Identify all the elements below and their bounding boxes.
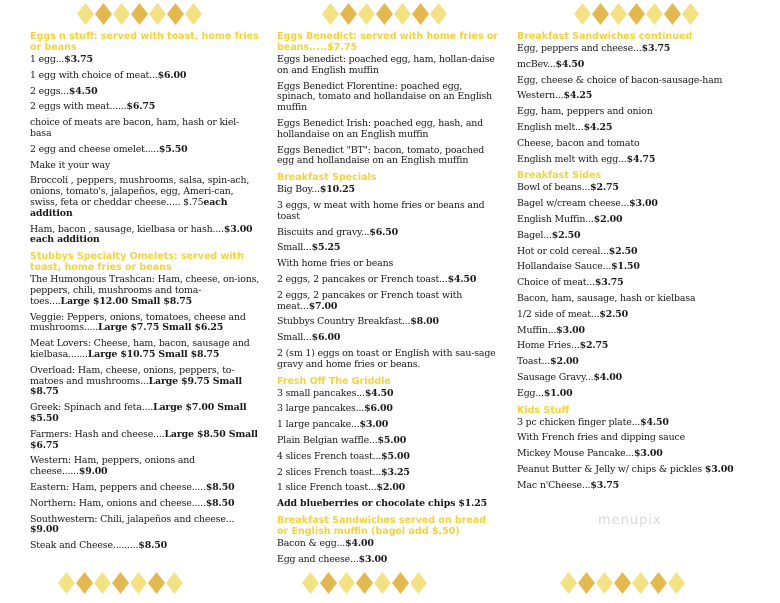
menu-item-price: $3.75 (594, 277, 624, 289)
section-heading: Breakfast Sandwiches served on bread or English muffin (bagel add $.50) (277, 514, 487, 537)
menu-item (277, 243, 499, 254)
menu-item (517, 449, 762, 460)
menu-item-text: Small... (277, 242, 312, 254)
menu-item-text: 1 egg... (30, 54, 65, 65)
menu-column-left (30, 0, 260, 603)
menu-item-text: English melt with egg... (517, 153, 627, 165)
section-heading: Eggs n stuff: served with toast, home fries or beans (30, 31, 259, 53)
menu-item-price: $8.00 (410, 316, 439, 328)
menu-item (30, 483, 260, 494)
menu-item-text: Choice of meat... (517, 277, 595, 289)
menu-item-text: Biscuits and gravy... (277, 226, 370, 238)
menu-item-text: With home fries or beans (277, 258, 394, 270)
menu-item (277, 349, 499, 371)
menu-item-price: $3.00 (556, 324, 585, 336)
menu-item (517, 60, 762, 71)
menu-item-price: $3.00 (359, 419, 389, 431)
menu-item-text: 2 egg and cheese omelet..... (30, 143, 159, 155)
section-heading: Stubbys Specialty Omelets: served with toast, home fries or beans (30, 251, 244, 274)
menu-item-price: $2.75 (590, 182, 619, 194)
menu-item (30, 275, 260, 307)
menu-item-text: 1 egg with choice of meat... (30, 69, 158, 81)
menu-item-text: Toast... (517, 356, 551, 368)
menu-item-price: $9.00 (78, 466, 108, 478)
menu-item (277, 201, 499, 223)
menu-item-price: $2.50 (608, 245, 638, 257)
menu-item (277, 333, 499, 344)
menu-item (517, 310, 762, 321)
menu-item-price: $1.50 (611, 261, 640, 273)
menu-item-text: Western: Ham, peppers, onions and cheese...... (30, 455, 196, 478)
menu-item (517, 107, 762, 118)
menu-item-text: 4 slices French toast... (277, 450, 382, 462)
menu-item (517, 44, 762, 55)
menu-item (30, 515, 260, 537)
menu-item (277, 499, 499, 510)
menu-item (517, 199, 762, 210)
menu-item (277, 404, 499, 415)
menu-item-price: $8.50 (138, 540, 167, 552)
menu-item (30, 176, 260, 219)
menu-item-text: Egg, ham, peppers and onion (517, 106, 653, 118)
menu-item-text: Eggs Benedict Irish: poached egg, hash, and hollandaise on an English muffin (277, 117, 484, 140)
menu-item (277, 275, 499, 286)
menu-item-text: Mac n'Cheese... (517, 479, 591, 491)
menu-item-price: $4.25 (563, 90, 593, 102)
menu-item-price: Large $10.75 Small $8.75 (87, 348, 220, 360)
menu-item-text: choice of meats are bacon, ham, hash or kiel-basa (30, 117, 240, 139)
menu-item-price: Large $7.00 Small $5.50 (30, 402, 247, 424)
menu-item-price: $4.50 (447, 273, 477, 285)
menu-item (30, 161, 260, 172)
menu-item-text: Plain Belgian waffle... (277, 434, 378, 446)
section-heading: Breakfast Sandwiches continued (517, 31, 693, 42)
menu-item-text: Farmers: Hash and cheese.... (30, 428, 165, 440)
menu-item (517, 155, 762, 166)
menu-item-text: mcBev... (517, 58, 556, 70)
menu-item-price: $6.50 (369, 226, 398, 238)
menu-item (30, 71, 260, 82)
menu-item-text: Egg, peppers and cheese... (517, 43, 642, 54)
menu-item-price: $2.75 (579, 340, 609, 352)
menu-item (277, 185, 499, 196)
menu-item-text: Eggs Benedict "BT": bacon, tomato, poached egg and hollandaise on an English muffin (277, 144, 485, 167)
menu-item (30, 118, 260, 140)
menu-item-price: $10.25 (319, 184, 355, 196)
menu-item-price: $4.00 (593, 371, 623, 383)
menu-item (277, 146, 499, 168)
menu-item-price: $4.50 (640, 416, 669, 428)
menu-item-text: Broccoli , peppers, mushrooms, salsa, spin-ach, onions, tomato's, jalapeños, egg, Ameri-can, swiss, feta or cheddar cheese..... $.75 (30, 175, 250, 208)
menu-item-price: $9.00 (30, 524, 59, 536)
menu-item-price: $4.25 (583, 121, 613, 133)
menu-item (30, 541, 260, 552)
menu-item-text: Bagel... (517, 229, 552, 241)
menu-item-text: Cheese, bacon and tomato (517, 137, 640, 149)
menu-item-price: $4.50 (68, 85, 98, 97)
menu-item-text: Hollandaise Sauce... (517, 261, 612, 273)
menu-item-price: $4.50 (555, 58, 585, 70)
menu-item-text: 3 eggs, w meat with home fries or beans and toast (277, 199, 485, 222)
menu-item-price: $6.75 (126, 101, 156, 113)
menu-item-text: Muffin... (517, 324, 557, 336)
menu-item-price: $4.75 (626, 153, 656, 165)
menu-item-price: Add blueberries or chocolate chips $1.25 (277, 498, 487, 510)
menu-item-price: $3.00 (704, 463, 734, 475)
menu-item (30, 456, 260, 478)
menu-item-text: Overload: Ham, cheese, onions, peppers, to-matoes and mushrooms... (30, 364, 235, 387)
menu-item-text: 3 large pancakes... (277, 403, 365, 415)
menu-item (277, 389, 499, 400)
menu-item-price: $3.75 (641, 43, 671, 54)
menu-item-text: Bagel w/cream cheese... (517, 198, 630, 210)
menu-item-text: Ham, bacon , sausage, kielbasa or hash.... (30, 223, 224, 235)
menu-item-text: Western... (517, 90, 564, 102)
menu-item (277, 119, 499, 141)
menu-item (277, 452, 499, 463)
menu-item-text: Small... (277, 332, 312, 344)
menu-item-price: $2.50 (551, 229, 581, 241)
menu-item-price: $4.50 (364, 387, 394, 399)
menu-item-text: Egg, cheese & choice of bacon-sausage-ham (517, 74, 723, 86)
menu-item (517, 215, 762, 226)
menu-item-text: Sausage Gravy... (517, 371, 594, 383)
menu-item (30, 499, 260, 510)
menu-item-text: 1 slice French toast... (277, 482, 377, 494)
menu-item (30, 225, 260, 247)
section-heading: Breakfast Specials (277, 172, 377, 184)
menu-item (277, 317, 499, 328)
menu-item-text: The Humongous Trashcan: Ham, cheese, on-ions, peppers, chili, mushrooms and toma-toes.... (30, 274, 260, 307)
menu-item-price: each addition (30, 196, 228, 219)
menu-item-price: $2.50 (599, 308, 628, 320)
menu-item-price: $3.00 each addition (30, 223, 253, 246)
menu-item (30, 339, 260, 361)
menu-item-price: $2.00 (376, 482, 406, 494)
menu-item (517, 76, 762, 87)
menu-item-text: With French fries and dipping sauce (517, 432, 685, 444)
menu-item-text: 2 eggs, 2 pancakes or French toast with meat... (277, 289, 463, 312)
menu-item-price: $5.00 (377, 434, 407, 446)
menu-item (517, 294, 762, 305)
menu-item (517, 433, 762, 444)
menu-item-price: $1.00 (543, 387, 573, 399)
menu-item (30, 430, 260, 452)
menu-item-text: Steak and Cheese......... (30, 540, 139, 552)
menu-item-text: Big Boy... (277, 184, 320, 196)
menu-item-text: 2 (sm 1) eggs on toast or English with sau-sage gravy and home fries or beans. (277, 347, 496, 370)
menu-item (517, 341, 762, 352)
menu-item (30, 313, 260, 335)
menu-item-text: Egg... (517, 387, 544, 399)
menu-item-price: $8.50 (205, 481, 235, 493)
menu-item-text: English melt... (517, 121, 584, 133)
menu-item-price: Large $8.50 Small $6.75 (30, 428, 258, 451)
menu-item-text: Egg and cheese... (277, 553, 359, 565)
menu-item (30, 403, 260, 425)
menu-item-price: $6.00 (364, 403, 393, 415)
menu-item (277, 55, 499, 77)
menu-item-text: 2 eggs... (30, 85, 69, 97)
menu-item (277, 82, 499, 114)
menu-item-price: $8.50 (205, 497, 235, 509)
menu-item-text: 3 pc chicken finger plate... (517, 416, 641, 428)
menu-item-text: Stubbys Country Breakfast... (277, 316, 411, 328)
section-heading: Eggs Benedict: served with home fries or beans.....$7.75 (277, 31, 499, 53)
menu-item-price: Large $12.00 Small $8.75 (60, 295, 192, 307)
menu-item (30, 366, 260, 398)
menu-item-price: $7.00 (308, 300, 338, 312)
section-heading: Breakfast Sides (517, 170, 602, 182)
menu-item (277, 291, 499, 313)
menu-item-text: 1 large pancake... (277, 419, 360, 431)
menu-item-text: Southwestern: Chili, jalapeños and cheese... (30, 513, 235, 525)
menu-item-text: Bacon, ham, sausage, hash or kielbasa (517, 292, 696, 304)
menu-item-text: Bowl of beans... (517, 182, 591, 194)
menu-item-price: $6.00 (157, 69, 187, 81)
menu-item (277, 468, 499, 479)
menu-item-price: $4.00 (345, 537, 374, 549)
menu-item (517, 326, 762, 337)
menu-item (517, 465, 762, 476)
menu-item-text: 2 eggs with meat...... (30, 101, 127, 113)
menu-item (277, 228, 499, 239)
menu-item (517, 183, 762, 194)
menu-item-text: Mickey Mouse Pancake... (517, 448, 635, 460)
menu-item-text: Eggs benedict: poached egg, ham, hollan-daise on and English muffin (277, 54, 495, 76)
menu-item-text: Bacon & egg... (277, 537, 346, 549)
menu-item (517, 389, 762, 400)
menu-item-price: $2.00 (593, 213, 623, 225)
menu-item (517, 481, 762, 492)
menu-item-text: Peanut Butter & Jelly w/ chips & pickles (517, 463, 705, 475)
menu-item (277, 259, 499, 270)
menu-item-price: $3.75 (64, 54, 93, 65)
menu-item (517, 139, 762, 150)
menu-item-text: English Muffin... (517, 213, 594, 225)
menu-item-text: Hot or cold cereal... (517, 245, 609, 257)
menu-item (517, 91, 762, 102)
menu-item (517, 123, 762, 134)
menu-item (277, 436, 499, 447)
menu-item (517, 357, 762, 368)
menu-item-price: $5.25 (311, 242, 341, 254)
menu-item-text: 1/2 side of meat... (517, 308, 600, 320)
menu-item (517, 247, 762, 258)
menu-item (30, 145, 260, 156)
menu-item-text: Home Fries... (517, 340, 580, 352)
menu-item-text: Eastern: Ham, peppers and cheese..... (30, 481, 206, 493)
menu-item-text: Make it your way (30, 159, 111, 171)
menu-item-price: $3.75 (590, 479, 620, 491)
menu-item (277, 483, 499, 494)
menu-item-text: Veggie: Peppers, onions, tomatoes, cheese and mushrooms..... (30, 311, 246, 334)
menu-item-text: Northern: Ham, onions and cheese..... (30, 497, 206, 509)
menu-item-price: $5.50 (158, 143, 188, 155)
menu-item (30, 102, 260, 113)
menu-item-price: $5.00 (381, 450, 410, 462)
menu-item (517, 373, 762, 384)
menu-item-text: 2 slices French toast... (277, 466, 382, 478)
menu-item-price: $3.00 (629, 198, 658, 210)
menu-item (517, 262, 762, 273)
menu-item (277, 555, 499, 566)
section-heading: Fresh Off The Griddle (277, 375, 391, 387)
menu-item-price: $6.00 (311, 332, 341, 344)
menu-column-middle (277, 0, 499, 603)
menu-item (30, 55, 260, 66)
menu-item (30, 87, 260, 98)
menu-item-price: $3.25 (381, 466, 410, 478)
menu-item-text: 2 eggs, 2 pancakes or French toast... (277, 273, 448, 285)
watermark: menupix (598, 513, 662, 528)
menu-item-price: $3.00 (634, 448, 663, 460)
menu-item (517, 418, 762, 429)
menu-item (517, 278, 762, 289)
menu-item-text: Greek: Spinach and feta.... (30, 402, 154, 414)
menu-item-text: Meat Lovers: Cheese, ham, bacon, sausage and kielbasa....... (30, 338, 250, 360)
section-heading: Kids Stuff (517, 404, 570, 416)
menu-item (277, 420, 499, 431)
menu-item (517, 231, 762, 242)
menu-item-price: $3.00 (358, 553, 388, 565)
menu-item (277, 539, 499, 550)
menu-item-text: 3 small pancakes... (277, 387, 365, 399)
menu-item-price: Large $7.75 Small $6.25 (98, 322, 224, 334)
menu-item-text: Eggs Benedict Florentine: poached egg, spinach, tomato and hollandaise on an English muffin (277, 80, 493, 114)
menu-item-price: $2.00 (550, 356, 579, 368)
menu-item-price: Large $9.75 Small $8.75 (30, 375, 242, 398)
